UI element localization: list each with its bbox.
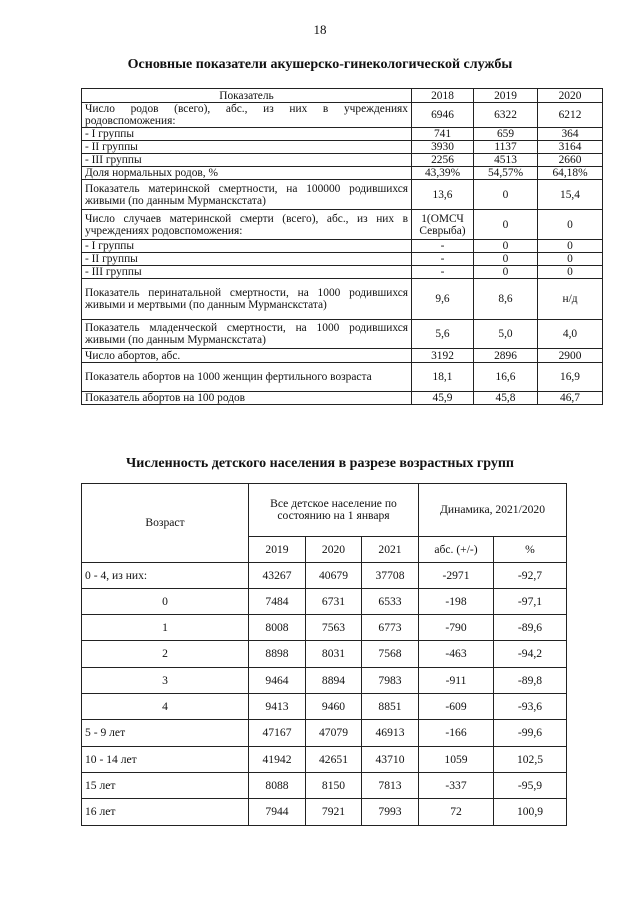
cell-value: 7484 — [249, 589, 306, 615]
cell-value: -609 — [419, 694, 494, 720]
cell-value: 6946 — [412, 103, 474, 128]
cell-value: н/д — [538, 279, 603, 320]
section2-title: Численность детского населения в разрезе возрастных групп — [125, 456, 514, 471]
cell-value: 4513 — [474, 154, 538, 167]
cell-value: 47079 — [306, 720, 362, 747]
section1-title: Основные показатели акушерско-гинекологической службы — [127, 57, 513, 72]
cell-value: 46913 — [362, 720, 419, 747]
table-row — [82, 266, 603, 279]
row-label: 2 — [82, 641, 249, 668]
cell-value: 659 — [474, 128, 538, 141]
cell-value: -166 — [419, 720, 494, 747]
cell-value: 3930 — [412, 141, 474, 154]
obstetric-indicators-table — [81, 88, 603, 405]
row-label: 16 лет — [82, 799, 249, 826]
row-label: Показатель материнской смертности, на 100000 родившихся живыми (по данным Мурманскстата) — [82, 180, 412, 210]
table-row — [82, 180, 603, 210]
cell-value: 46,7 — [538, 392, 603, 405]
header-dynamics: Динамика, 2021/2020 — [419, 484, 567, 537]
row-label: - I группы — [82, 128, 412, 141]
cell-value: - — [412, 253, 474, 266]
row-label: Показатель абортов на 100 родов — [82, 392, 412, 405]
cell-value: 54,57% — [474, 167, 538, 180]
header-population: Все детское население по состоянию на 1 января — [249, 484, 419, 537]
table-row — [82, 128, 603, 141]
cell-value: 9413 — [249, 694, 306, 720]
cell-value: -95,9 — [494, 773, 567, 799]
cell-value: 2256 — [412, 154, 474, 167]
cell-value: 7993 — [362, 799, 419, 826]
row-label: 1 — [82, 615, 249, 641]
cell-value: -89,8 — [494, 668, 567, 694]
cell-value: 7563 — [306, 615, 362, 641]
cell-value: 7983 — [362, 668, 419, 694]
cell-value: -94,2 — [494, 641, 567, 668]
row-label: - I группы — [82, 240, 412, 253]
row-label: 0 - 4, из них: — [82, 563, 249, 589]
cell-value: 15,4 — [538, 180, 603, 210]
cell-value: 3192 — [412, 349, 474, 363]
cell-value: 40679 — [306, 563, 362, 589]
table-row — [82, 773, 567, 799]
header-year: 2020 — [306, 537, 362, 563]
cell-value: 2660 — [538, 154, 603, 167]
cell-value: -97,1 — [494, 589, 567, 615]
table-row — [82, 392, 603, 405]
cell-value: 0 — [538, 266, 603, 279]
cell-value: 0 — [474, 180, 538, 210]
row-label: 15 лет — [82, 773, 249, 799]
cell-value: 0 — [538, 210, 603, 240]
cell-value: 0 — [474, 253, 538, 266]
cell-value: 5,6 — [412, 320, 474, 349]
table-row — [82, 668, 567, 694]
cell-value: 0 — [474, 210, 538, 240]
cell-value: 1137 — [474, 141, 538, 154]
table-row — [82, 641, 567, 668]
cell-value: -99,6 — [494, 720, 567, 747]
row-label: - III группы — [82, 154, 412, 167]
table-row — [82, 210, 603, 240]
cell-value: 0 — [474, 240, 538, 253]
header-year: 2020 — [538, 89, 603, 103]
cell-value: 18,1 — [412, 363, 474, 392]
table-header-row — [82, 89, 603, 103]
header-year: 2021 — [362, 537, 419, 563]
cell-value: 8150 — [306, 773, 362, 799]
table-row — [82, 799, 567, 826]
row-label: 0 — [82, 589, 249, 615]
cell-value: -92,7 — [494, 563, 567, 589]
cell-value: 3164 — [538, 141, 603, 154]
cell-value: 37708 — [362, 563, 419, 589]
cell-value: 741 — [412, 128, 474, 141]
cell-value: 8898 — [249, 641, 306, 668]
table-row — [82, 589, 567, 615]
cell-value: 0 — [538, 240, 603, 253]
cell-value: 6533 — [362, 589, 419, 615]
row-label: 10 - 14 лет — [82, 747, 249, 773]
cell-value: 7568 — [362, 641, 419, 668]
table-row — [82, 563, 567, 589]
cell-value: 5,0 — [474, 320, 538, 349]
row-label: 3 — [82, 668, 249, 694]
cell-value: 0 — [538, 253, 603, 266]
table-row — [82, 320, 603, 349]
cell-value: 43710 — [362, 747, 419, 773]
table-row — [82, 615, 567, 641]
table-row — [82, 694, 567, 720]
header-year: 2019 — [474, 89, 538, 103]
row-label: Число абортов, абс. — [82, 349, 412, 363]
cell-value: 6731 — [306, 589, 362, 615]
cell-value: 1059 — [419, 747, 494, 773]
table-row — [82, 349, 603, 363]
cell-value: -337 — [419, 773, 494, 799]
header-abs: абс. (+/-) — [419, 537, 494, 563]
cell-value: 100,9 — [494, 799, 567, 826]
cell-value: 4,0 — [538, 320, 603, 349]
table-row — [82, 363, 603, 392]
cell-value: 1(ОМСЧ Севрыба) — [412, 210, 474, 240]
cell-value: 43267 — [249, 563, 306, 589]
cell-value: 9,6 — [412, 279, 474, 320]
cell-value: - — [412, 266, 474, 279]
row-label: 5 - 9 лет — [82, 720, 249, 747]
table-row — [82, 167, 603, 180]
cell-value: 364 — [538, 128, 603, 141]
cell-value: 7813 — [362, 773, 419, 799]
header-year: 2018 — [412, 89, 474, 103]
cell-value: 8031 — [306, 641, 362, 668]
cell-value: 8894 — [306, 668, 362, 694]
cell-value: 8,6 — [474, 279, 538, 320]
cell-value: 9460 — [306, 694, 362, 720]
cell-value: 6322 — [474, 103, 538, 128]
row-label: - II группы — [82, 253, 412, 266]
cell-value: 8008 — [249, 615, 306, 641]
row-label: Показатель абортов на 1000 женщин фертильного возраста — [82, 363, 412, 392]
cell-value: 72 — [419, 799, 494, 826]
header-age: Возраст — [82, 484, 249, 563]
row-label: Показатель младенческой смертности, на 1000 родившихся живыми (по данным Мурманскстата) — [82, 320, 412, 349]
cell-value: -93,6 — [494, 694, 567, 720]
cell-value: 9464 — [249, 668, 306, 694]
row-label: Число родов (всего), абс., из них в учреждениях родовспоможения: — [82, 103, 412, 128]
page-number: 18 — [313, 22, 327, 37]
table-row — [82, 154, 603, 167]
cell-value: -89,6 — [494, 615, 567, 641]
cell-value: 6212 — [538, 103, 603, 128]
cell-value: 16,6 — [474, 363, 538, 392]
cell-value: 16,9 — [538, 363, 603, 392]
table-row — [82, 240, 603, 253]
cell-value: 8851 — [362, 694, 419, 720]
row-label: 4 — [82, 694, 249, 720]
cell-value: 13,6 — [412, 180, 474, 210]
child-population-table — [81, 483, 567, 826]
cell-value: - — [412, 240, 474, 253]
row-label: Показатель перинатальной смертности, на 1000 родившихся живыми и мертвыми (по данным Мурманскстата) — [82, 279, 412, 320]
cell-value: 45,8 — [474, 392, 538, 405]
row-label: Доля нормальных родов, % — [82, 167, 412, 180]
table-row — [82, 747, 567, 773]
cell-value: 6773 — [362, 615, 419, 641]
cell-value: 47167 — [249, 720, 306, 747]
header-indicator: Показатель — [82, 89, 412, 103]
cell-value: -198 — [419, 589, 494, 615]
cell-value: 2900 — [538, 349, 603, 363]
cell-value: 0 — [474, 266, 538, 279]
header-percent: % — [494, 537, 567, 563]
table-row — [82, 141, 603, 154]
cell-value: 64,18% — [538, 167, 603, 180]
row-label: Число случаев материнской смерти (всего), абс., из них в учреждениях родовспоможения: — [82, 210, 412, 240]
cell-value: 41942 — [249, 747, 306, 773]
cell-value: -911 — [419, 668, 494, 694]
table-row — [82, 720, 567, 747]
table-header-row — [82, 484, 567, 537]
cell-value: 102,5 — [494, 747, 567, 773]
cell-value: 42651 — [306, 747, 362, 773]
cell-value: -2971 — [419, 563, 494, 589]
row-label: - III группы — [82, 266, 412, 279]
table-row — [82, 279, 603, 320]
cell-value: 8088 — [249, 773, 306, 799]
cell-value: -790 — [419, 615, 494, 641]
cell-value: 43,39% — [412, 167, 474, 180]
cell-value: 2896 — [474, 349, 538, 363]
table-row — [82, 253, 603, 266]
cell-value: -463 — [419, 641, 494, 668]
cell-value: 45,9 — [412, 392, 474, 405]
cell-value: 7921 — [306, 799, 362, 826]
table-row — [82, 103, 603, 128]
header-year: 2019 — [249, 537, 306, 563]
cell-value: 7944 — [249, 799, 306, 826]
row-label: - II группы — [82, 141, 412, 154]
